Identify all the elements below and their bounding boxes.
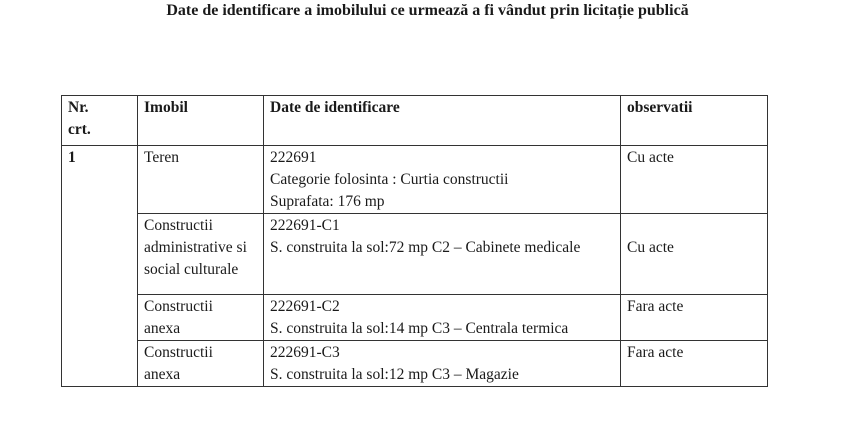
table-row (62, 214, 768, 295)
date-identificare-cell (264, 341, 621, 387)
identifier-number: 222691-C1 (270, 217, 340, 234)
imobil-line: anexa (144, 366, 181, 383)
construction-line: S. construita la sol:14 mp C3 – Centrala termica (270, 320, 569, 337)
document-title: Date de identificare a imobilului ce urmează a fi vândut prin licitație publică (166, 2, 689, 19)
header-crt-label: crt. (68, 121, 91, 138)
imobil-cell (138, 295, 264, 341)
construction-line: S. construita la sol:12 mp C3 – Magazie (270, 366, 519, 383)
table-header-row (62, 96, 768, 146)
nr-crt-cell: 1 (62, 146, 138, 387)
imobil-line: anexa (144, 320, 181, 337)
observatii-cell: Cu acte (621, 146, 768, 214)
header-nr-crt (62, 96, 138, 146)
header-observatii: observatii (621, 96, 768, 146)
header-nr-label: Nr. (68, 99, 89, 116)
surface-line: Suprafata: 176 mp (270, 193, 385, 210)
identifier-number: 222691-C3 (270, 344, 340, 361)
date-identificare-cell (264, 214, 621, 295)
identifier-number: 222691-C2 (270, 298, 340, 315)
observatii-cell: Cu acte (621, 214, 768, 295)
table-row (62, 295, 768, 341)
imobil-line: Constructii (144, 217, 213, 234)
category-line: Categorie folosinta : Curtia constructii (270, 171, 509, 188)
table-row (62, 341, 768, 387)
imobil-cell (138, 214, 264, 295)
header-date-identificare: Date de identificare (264, 96, 621, 146)
observatii-cell: Fara acte (621, 295, 768, 341)
observatii-cell: Fara acte (621, 341, 768, 387)
construction-line: S. construita la sol:72 mp C2 – Cabinete medicale (270, 239, 581, 256)
imobil-cell (138, 341, 264, 387)
imobil-line: Teren (144, 149, 180, 166)
imobil-line: Constructii (144, 344, 213, 361)
table-row (62, 146, 768, 214)
imobil-cell (138, 146, 264, 214)
property-identification-table (61, 95, 768, 387)
date-identificare-cell (264, 146, 621, 214)
date-identificare-cell (264, 295, 621, 341)
header-imobil: Imobil (138, 96, 264, 146)
imobil-line: administrative si (144, 239, 247, 256)
imobil-line: Constructii (144, 298, 213, 315)
imobil-line: social culturale (144, 261, 239, 278)
identifier-number: 222691 (270, 149, 317, 166)
